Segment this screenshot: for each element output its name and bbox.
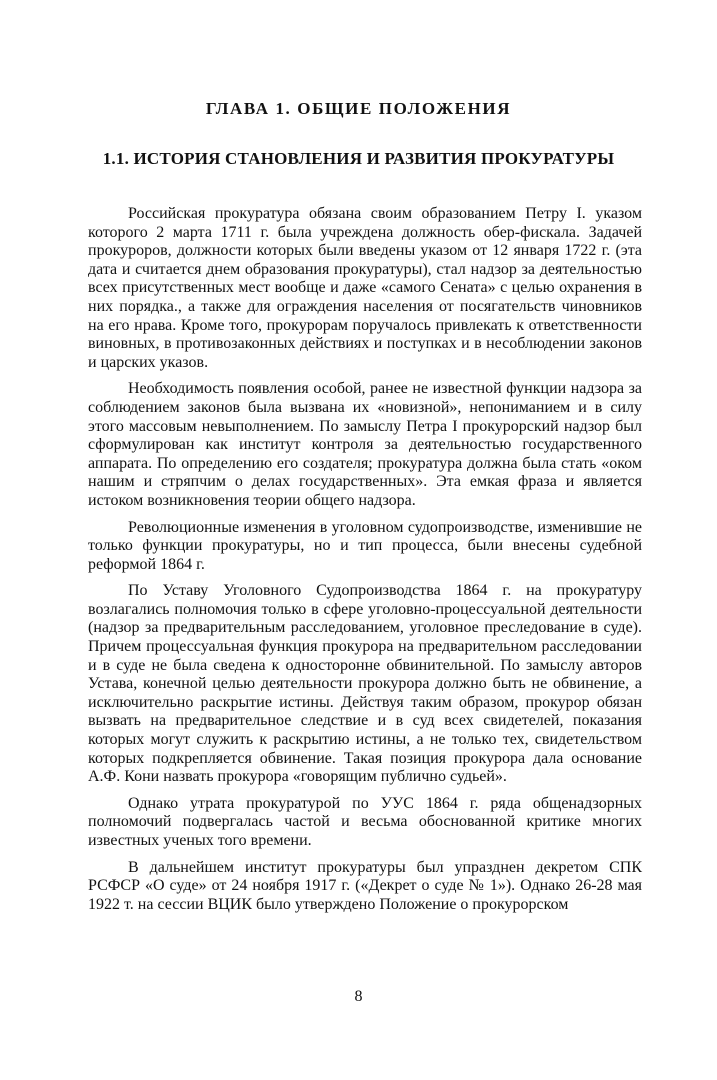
chapter-title: ГЛАВА 1. ОБЩИЕ ПОЛОЖЕНИЯ	[205, 99, 512, 118]
paragraph: Необходимость появления особой, ранее не известной функции надзора за соблюдением законов была вызвана их «новизной», непониманием и в силу этого массовым невыполнением. По замыслу Петра I прокурорский надзор был сформулирован как институт контроля за деятельностью государственного аппарата. По определению его создателя; прокуратура должна была стать «оком нашим и стряпчим о делах государственных». Эта емкая фраза и является истоком возникновения теории общего надзора.	[88, 380, 642, 509]
paragraph: Однако утрата прокуратурой по УУС 1864 г. ряда общенадзорных полномочий подвергалась частой и весьма обоснованной критике многих известных ученых того времени.	[88, 794, 642, 849]
body-text	[88, 205, 642, 922]
paragraph: По Уставу Уголовного Судопроизводства 1864 г. на прокуратуру возлагались полномочия только в сфере уголовно-процессуальной деятельности (надзор за предварительным расследованием, уголовное преследование в суде). Причем процессуальная функция прокурора на предварительном расследовании и в суде не была сведена к односторонне обвинительной. По замыслу авторов Устава, конечной целью деятельности прокурора должно быть не обвинение, а исключительно раскрытие истины. Действуя таким образом, прокурор обязан вызвать на предварительное следствие и в суд всех свидетелей, показания которых могут служить к раскрытию истины, а не только тех, свидетельством которых подкрепляется обвинение. Такая позиция прокурора дала основание А.Ф. Кони назвать прокурора «говорящим публично судьей».	[88, 582, 642, 786]
section-title: 1.1. ИСТОРИЯ СТАНОВЛЕНИЯ И РАЗВИТИЯ ПРОКУРАТУРЫ	[102, 149, 615, 168]
paragraph: Российская прокуратура обязана своим образованием Петру I. указом которого 2 марта 1711 г. была учреждена должность обер-фискала. Задачей прокуроров, должности которых были введены указом от 12 января 1722 г. (эта дата и считается днем образования прокуратуры), стал надзор за деятельностью всех присутственных мест вообще и даже «самого Сената» с целью охранения в них порядка., а также для ограждения населения от посягательств чиновников на его нрава. Кроме того, прокурорам поручалось привлекать к ответственности виновных, в противозаконных действиях и поступках и в несоблюдении законов и царских указов.	[88, 205, 642, 371]
paragraph: Революционные изменения в уголовном судопроизводстве, изменившие не только функции прокуратуры, но и тип процесса, были внесены судебной реформой 1864 г.	[88, 518, 642, 573]
paragraph: В дальнейшем институт прокуратуры был упразднен декретом СПК РСФСР «О суде» от 24 ноября 1917 г. («Декрет о суде № 1»). Однако 26-28 мая 1922 т. на сессии ВЦИК было утверждено Положение о прокурорском	[88, 858, 642, 913]
page-number: 8	[354, 988, 363, 1005]
